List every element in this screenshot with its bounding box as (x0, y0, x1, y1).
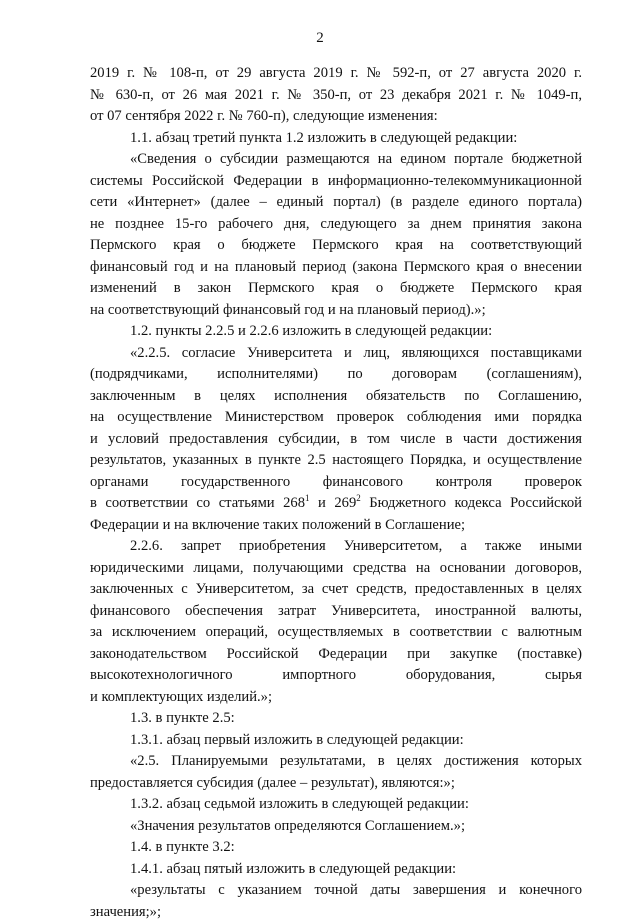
text-line: органами государственного финансового контроля проверок (90, 472, 582, 494)
text-line: финансовый год и на плановый период (закона Пермского края о внесении (90, 257, 582, 279)
text-line: заключенным в целях исполнения обязательств по Соглашению, (90, 386, 582, 408)
text-line: результатов, указанных в пункте 2.5 настоящего Порядка, и осуществление (90, 450, 582, 472)
text-line: 2019 г. № 108-п, от 29 августа 2019 г. № 592-п, от 27 августа 2020 г. (90, 63, 582, 85)
text-line: 1.3.1. абзац первый изложить в следующей редакции: (90, 730, 582, 752)
text-line: системы Российской Федерации в информационно-телекоммуникационной (90, 171, 582, 193)
text-line: Пермского края о бюджете Пермского края на соответствующий (90, 235, 582, 257)
text-line: 1.4.1. абзац пятый изложить в следующей редакции: (90, 859, 582, 881)
text-line: 1.1. абзац третий пункта 1.2 изложить в следующей редакции: (90, 128, 582, 150)
text-line: высокотехнологичного импортного оборудования, сырья (90, 665, 582, 687)
text-line: не позднее 15-го рабочего дня, следующего за днем принятия закона (90, 214, 582, 236)
text-line: 1.4. в пункте 3.2: (90, 837, 582, 859)
document-body (90, 63, 582, 923)
text-fragment: в соответствии со статьями 268 (90, 495, 305, 511)
text-line: «2.5. Планируемыми результатами, в целях достижения которых (90, 751, 582, 773)
text-line: и комплектующих изделий.»; (90, 687, 582, 709)
text-line: 1.3. в пункте 2.5: (90, 708, 582, 730)
text-fragment: и 269 (310, 495, 357, 511)
text-line: на соответствующий финансовый год и на плановый период).»; (90, 300, 582, 322)
text-line: заключенных с Университетом, за счет средств, предоставленных в целях (90, 579, 582, 601)
text-line: юридическими лицами, получающими средства на основании договоров, (90, 558, 582, 580)
text-line: за исключением операций, осуществляемых в соответствии с валютным (90, 622, 582, 644)
text-line: «2.2.5. согласие Университета и лиц, являющихся поставщиками (90, 343, 582, 365)
superscript: 2 (356, 493, 361, 503)
text-line: (подрядчиками, исполнителями) по договорам (соглашениям), (90, 364, 582, 386)
text-line: сети «Интернет» (далее – единый портал) (в разделе единого портала) (90, 192, 582, 214)
superscript: 1 (305, 493, 310, 503)
text-line: изменений в закон Пермского края о бюджете Пермского края (90, 278, 582, 300)
text-fragment: Бюджетного кодекса Российской (361, 495, 582, 511)
text-line: от 07 сентября 2022 г. № 760-п), следующие изменения: (90, 106, 582, 128)
text-line: «Значения результатов определяются Соглашением.»; (90, 816, 582, 838)
text-line-with-superscripts (90, 493, 582, 515)
text-line: № 630-п, от 26 мая 2021 г. № 350-п, от 23 декабря 2021 г. № 1049-п, (90, 85, 582, 107)
text-line: 1.2. пункты 2.2.5 и 2.2.6 изложить в следующей редакции: (90, 321, 582, 343)
text-line: на осуществление Министерством проверок соблюдения ими порядка (90, 407, 582, 429)
text-line: финансового обеспечения затрат Университета, иностранной валюты, (90, 601, 582, 623)
text-line: «результаты с указанием точной даты завершения и конечного (90, 880, 582, 902)
text-line: предоставляется субсидия (далее – результат), являются:»; (90, 773, 582, 795)
text-line: 2.2.6. запрет приобретения Университетом, а также иными (90, 536, 582, 558)
text-line: законодательством Российской Федерации при закупке (поставке) (90, 644, 582, 666)
text-line: и условий предоставления субсидии, в том числе в части достижения (90, 429, 582, 451)
text-line: 1.3.2. абзац седьмой изложить в следующей редакции: (90, 794, 582, 816)
page-number: 2 (0, 30, 640, 47)
text-line: «Сведения о субсидии размещаются на едином портале бюджетной (90, 149, 582, 171)
text-line: значения;»; (90, 902, 582, 923)
text-line: Федерации и на включение таких положений в Соглашение; (90, 515, 582, 537)
